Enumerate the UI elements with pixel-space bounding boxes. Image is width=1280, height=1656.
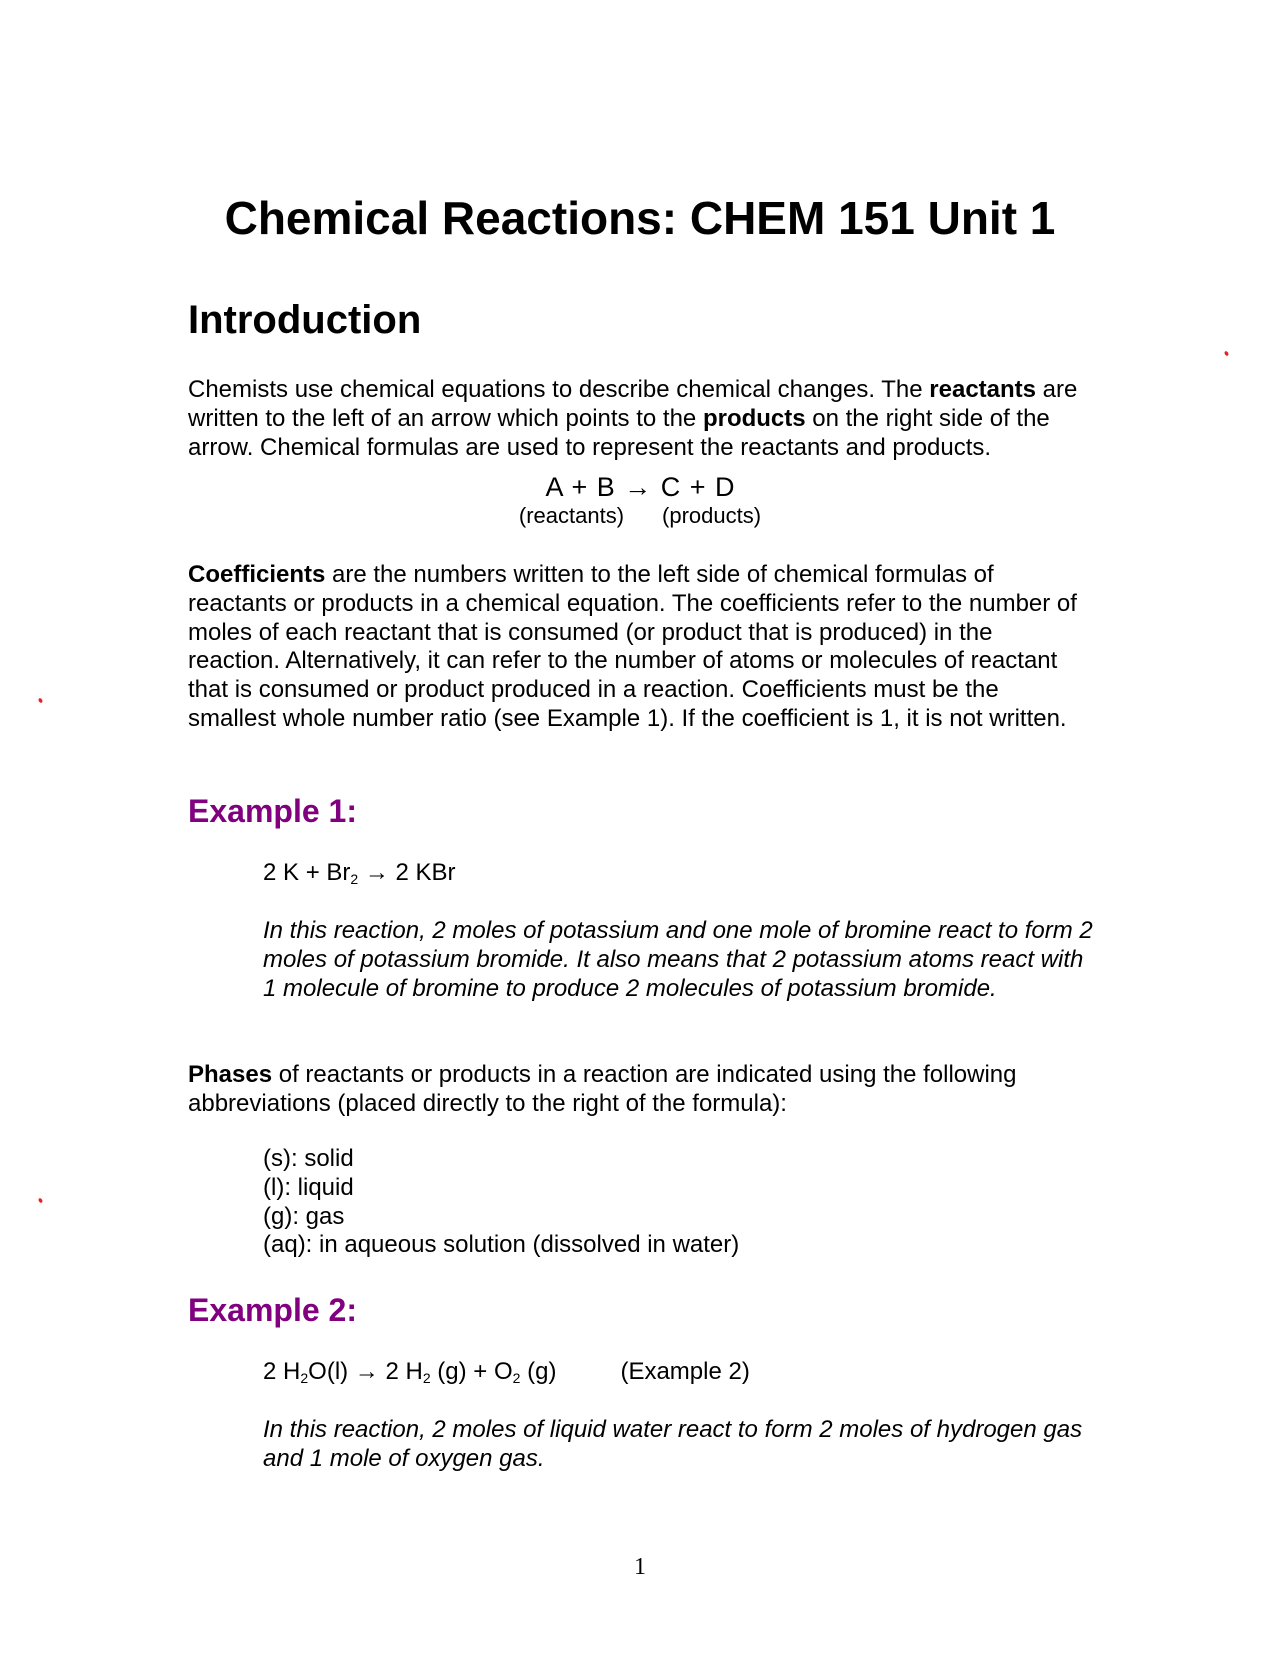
intro-text-2: are written to the left of an arrow which points to the <box>188 376 1078 432</box>
reactants-label: (reactants) <box>518 503 625 528</box>
stray-red-mark <box>38 697 44 703</box>
example-2-eq-part: O(l) → 2 H <box>308 1358 423 1385</box>
example-2-eq-part: 2 H <box>263 1358 301 1385</box>
example-1-explanation: In this reaction, 2 moles of potassium and one mole of bromine react to form 2 moles of potassium bromide. It also means that 2 potassium atoms react with 1 molecule of bromine to produce 2 molecules of potassium bromide. <box>263 917 1093 1002</box>
general-equation-labels <box>0 503 1280 529</box>
example-2-heading: Example 2: <box>188 1292 357 1328</box>
phases-text: of reactants or products in a reaction are indicated using the following abbreviations (placed directly to the right of the formula): <box>188 1061 1017 1117</box>
list-item: (aq): in aqueous solution (dissolved in water) <box>263 1231 740 1259</box>
phases-paragraph <box>188 1061 1088 1119</box>
section-heading-introduction: Introduction <box>188 298 422 342</box>
example-2-eq-part: (g) + O <box>430 1358 513 1385</box>
general-equation: A + B → C + D <box>545 472 735 502</box>
example-1-eq-part: → 2 KBr <box>358 859 456 886</box>
example-1-equation <box>263 859 1093 888</box>
example-2-explanation: In this reaction, 2 moles of liquid water react to form 2 moles of hydrogen gas and 1 mole of oxygen gas. <box>263 1416 1083 1472</box>
list-item: (g): gas <box>263 1202 345 1230</box>
list-item: (l): liquid <box>263 1173 354 1201</box>
intro-text-3: on the right side of the arrow. Chemical formulas are used to represent the reactants and products. <box>188 404 1050 461</box>
products-label: (products) <box>662 503 762 528</box>
document-title: Chemical Reactions: CHEM 151 Unit 1 <box>224 192 1056 244</box>
example-1-eq-subscript: 2 <box>350 871 359 887</box>
example-2-eq-part: (g) <box>520 1358 557 1385</box>
example-1-eq-part: 2 K + Br <box>263 859 351 886</box>
coefficients-term: Coefficients <box>188 561 326 588</box>
example-2-equation <box>263 1358 1093 1387</box>
coefficients-text: are the numbers written to the left side of chemical formulas of reactants or products in a chemical equation. The coefficients refer to the number of moles of each reactant that is consumed (or product that is produced) in the reaction. Alternatively, it can refer to the number of atoms or molecules of reactant that is consumed or product produced in a reaction. Coefficients must be the smallest whole number ratio (see Example 1). If the coefficient is 1, it is not written. <box>188 561 1077 732</box>
example-2-eq-subscript: 2 <box>300 1370 309 1386</box>
example-2-eq-subscript: 2 <box>512 1370 521 1386</box>
phases-term: Phases <box>188 1061 273 1088</box>
coefficients-paragraph <box>188 561 1088 734</box>
intro-text-1: Chemists use chemical equations to describe chemical changes. The <box>188 376 930 403</box>
reactants-term: reactants <box>929 376 1037 403</box>
list-item: (s): solid <box>263 1145 354 1172</box>
stray-red-mark <box>1224 350 1230 356</box>
intro-paragraph <box>188 376 1088 462</box>
example-1-heading: Example 1: <box>188 793 357 829</box>
phases-list <box>263 1145 1093 1260</box>
example-2-equation-label: (Example 2) <box>620 1358 750 1385</box>
products-term: products <box>702 404 806 432</box>
page-number: 1 <box>634 1554 646 1580</box>
stray-red-mark <box>38 1197 44 1203</box>
example-2-eq-subscript: 2 <box>422 1370 431 1386</box>
